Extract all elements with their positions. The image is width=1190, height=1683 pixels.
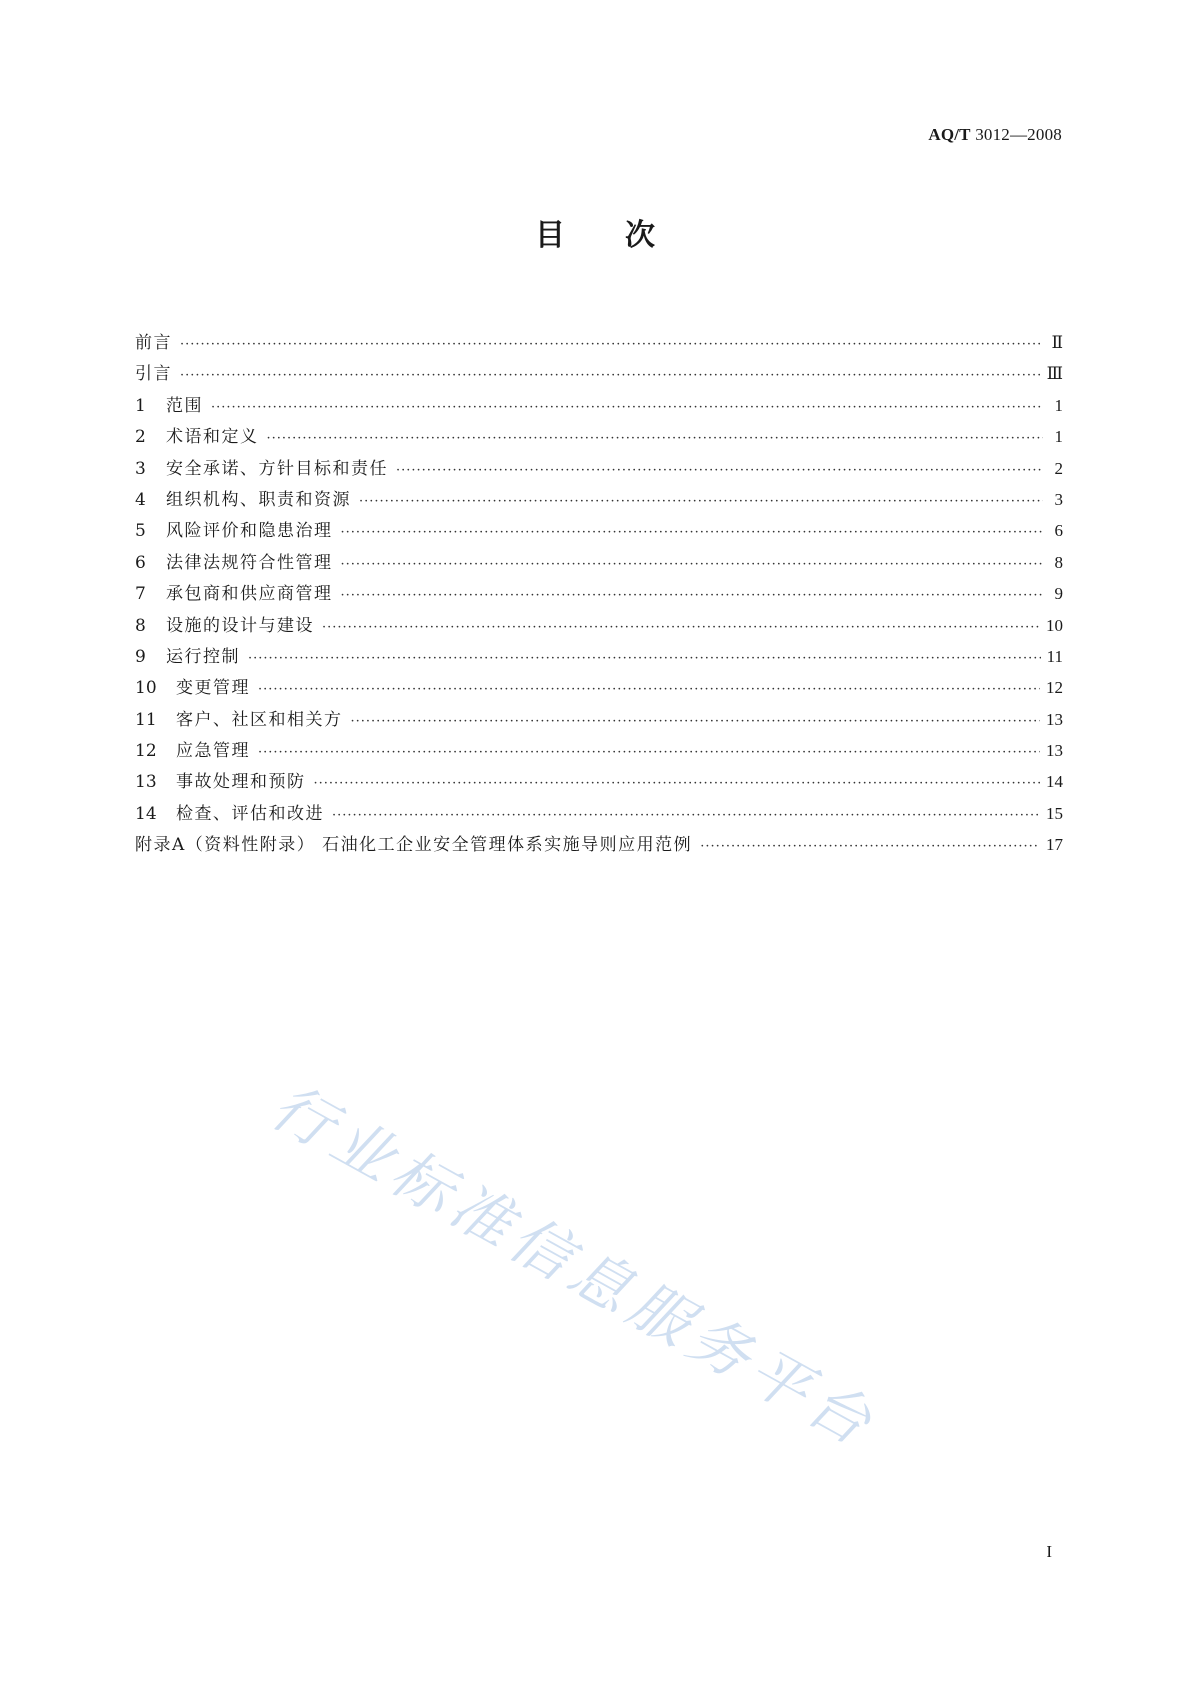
toc-leader-dots bbox=[341, 557, 1044, 572]
toc-leader-dots bbox=[248, 651, 1041, 666]
toc-entry-number: 3 bbox=[135, 458, 146, 479]
toc-entry-9[interactable] bbox=[135, 642, 1063, 673]
toc-entry-6[interactable] bbox=[135, 548, 1063, 579]
toc-entry-number: 4 bbox=[135, 489, 146, 510]
page-title: 目次 bbox=[535, 218, 715, 253]
toc-entry-page: 15 bbox=[1046, 803, 1063, 823]
toc-entry-page: 13 bbox=[1046, 709, 1063, 729]
toc-entry-14[interactable] bbox=[135, 799, 1063, 830]
toc-entry-page: 14 bbox=[1046, 772, 1063, 792]
toc-entry-page: 6 bbox=[1054, 521, 1063, 541]
toc-entry-page: 1 bbox=[1054, 395, 1063, 415]
toc-entry-1[interactable] bbox=[135, 391, 1063, 422]
toc-entry-number: 11 bbox=[135, 709, 157, 730]
toc-entry-number: 12 bbox=[135, 741, 157, 762]
toc-leader-dots bbox=[322, 620, 1040, 635]
toc-entry-page: Ⅲ bbox=[1046, 364, 1063, 384]
toc-entry-4[interactable] bbox=[135, 485, 1063, 516]
toc-entry-text: 引言 bbox=[135, 364, 172, 385]
page-number: I bbox=[1046, 1542, 1052, 1561]
toc-entry-text: 组织机构、职责和资源 bbox=[166, 489, 351, 510]
toc-entry-13[interactable] bbox=[135, 767, 1063, 798]
toc-entry-page: 11 bbox=[1046, 646, 1063, 666]
toc-entry-text: 运行控制 bbox=[166, 646, 240, 667]
toc-entry-number: 14 bbox=[135, 803, 157, 824]
standard-prefix: AQ/T bbox=[928, 125, 971, 144]
toc-entry-number: 1 bbox=[135, 395, 146, 416]
toc-leader-dots bbox=[211, 400, 1043, 415]
toc-entry-2[interactable] bbox=[135, 422, 1063, 453]
toc-entry-text: 客户、社区和相关方 bbox=[176, 709, 343, 730]
toc-entry-number: 7 bbox=[135, 584, 146, 605]
toc-entry-page: Ⅱ bbox=[1051, 333, 1063, 352]
toc-entry-text: 设施的设计与建设 bbox=[166, 615, 314, 636]
toc-entry-11[interactable] bbox=[135, 705, 1063, 736]
toc-entry-text: 检查、评估和改进 bbox=[176, 803, 324, 824]
toc-leader-dots bbox=[359, 494, 1043, 509]
toc-entry-page: 12 bbox=[1046, 678, 1063, 698]
toc-entry-text: 范围 bbox=[166, 395, 203, 416]
toc-entry-number: 2 bbox=[135, 427, 146, 448]
toc-entry-text: 事故处理和预防 bbox=[176, 772, 306, 793]
toc-leader-dots bbox=[258, 682, 1040, 697]
toc-entry-text: 前言 bbox=[135, 333, 172, 353]
toc-entry-page: 2 bbox=[1054, 458, 1063, 478]
toc-entry-7[interactable] bbox=[135, 579, 1063, 610]
toc-leader-dots bbox=[258, 745, 1040, 760]
toc-leader-dots bbox=[396, 463, 1043, 478]
toc-entry-3[interactable] bbox=[135, 454, 1063, 485]
toc-leader-dots bbox=[332, 808, 1040, 823]
toc-entry-page: 8 bbox=[1054, 552, 1063, 572]
toc-entry-5[interactable] bbox=[135, 516, 1063, 547]
toc-entry-page: 9 bbox=[1054, 584, 1063, 604]
standard-number: 3012—2008 bbox=[975, 125, 1062, 144]
toc-leader-dots bbox=[700, 839, 1040, 854]
toc-entry-12[interactable] bbox=[135, 736, 1063, 767]
toc-entry-number: 9 bbox=[135, 646, 146, 667]
toc-leader-dots bbox=[314, 776, 1041, 791]
toc-leader-dots bbox=[351, 714, 1041, 729]
toc-entry-page: 1 bbox=[1054, 427, 1063, 447]
toc-entry-10[interactable] bbox=[135, 673, 1063, 704]
toc-entry-text: 术语和定义 bbox=[166, 427, 259, 448]
toc-entry-text: 应急管理 bbox=[176, 741, 250, 762]
toc-entry-introduction[interactable] bbox=[135, 359, 1063, 390]
watermark-text: 行业标准信息服务平台 bbox=[259, 1071, 889, 1463]
toc-entry-text: 变更管理 bbox=[176, 678, 250, 699]
toc-entry-page: 3 bbox=[1054, 489, 1063, 509]
toc-entry-8[interactable] bbox=[135, 611, 1063, 642]
toc-leader-dots bbox=[267, 431, 1044, 446]
toc-entry-number: 6 bbox=[135, 552, 146, 573]
toc-entry-text: 承包商和供应商管理 bbox=[166, 584, 333, 605]
toc-entry-page: 10 bbox=[1046, 615, 1063, 635]
toc-entry-number: 8 bbox=[135, 615, 146, 636]
toc-entry-text: 安全承诺、方针目标和责任 bbox=[166, 458, 388, 479]
toc-entry-page: 17 bbox=[1046, 835, 1063, 855]
toc-entry-appendix-a[interactable] bbox=[135, 830, 1063, 861]
standard-code bbox=[928, 125, 1062, 145]
table-of-contents bbox=[135, 328, 1063, 862]
toc-entry-number: 5 bbox=[135, 521, 146, 542]
toc-leader-dots bbox=[180, 337, 1043, 352]
toc-entry-foreword[interactable] bbox=[135, 328, 1063, 359]
toc-leader-dots bbox=[341, 525, 1044, 540]
toc-entry-number: 10 bbox=[135, 678, 157, 699]
toc-entry-text: 法律法规符合性管理 bbox=[166, 552, 333, 573]
toc-entry-text: 风险评价和隐患治理 bbox=[166, 521, 333, 542]
toc-entry-text: 附录A（资料性附录） 石油化工企业安全管理体系实施导则应用范例 bbox=[135, 835, 693, 856]
toc-entry-number: 13 bbox=[135, 772, 157, 793]
toc-leader-dots bbox=[341, 588, 1044, 603]
toc-entry-page: 13 bbox=[1046, 741, 1063, 761]
toc-leader-dots bbox=[180, 368, 1041, 383]
